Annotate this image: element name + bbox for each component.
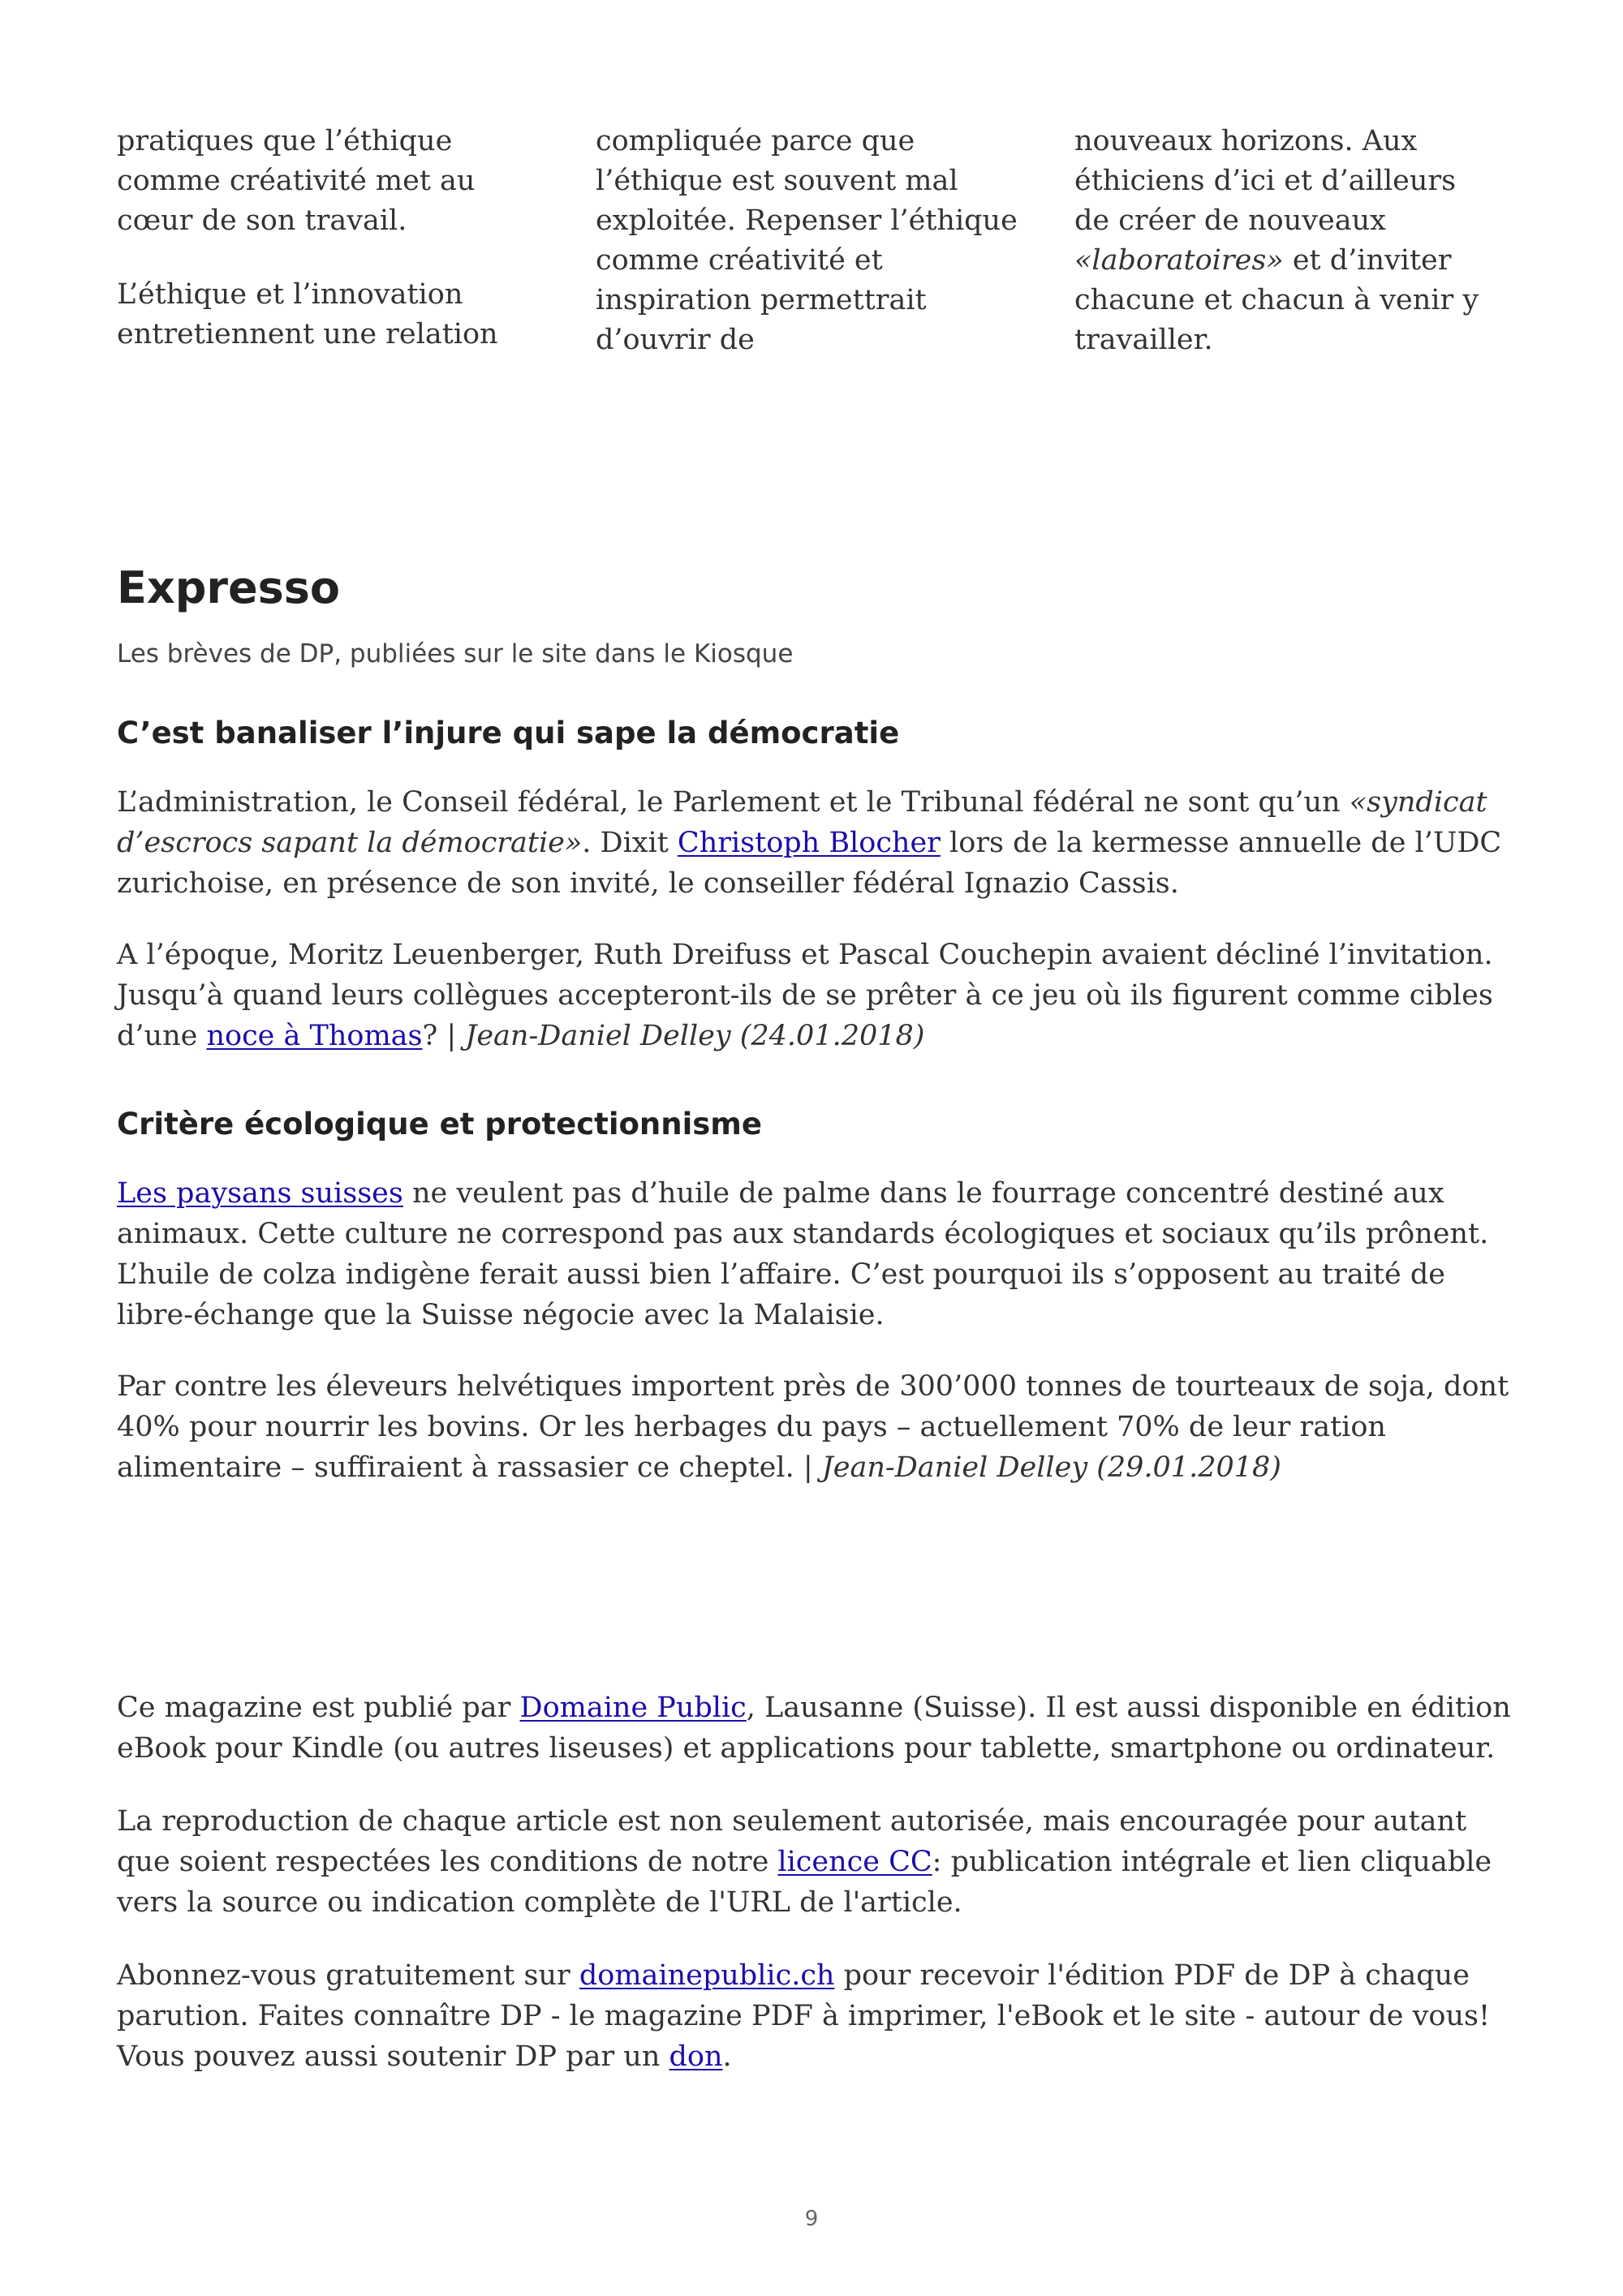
text-run: .	[722, 2040, 732, 2073]
brief-article-2	[117, 1105, 1513, 1519]
text-run: L’administration, le Conseil fédéral, le Parlement et le Tribunal fédéral ne sont qu’un	[117, 786, 1350, 819]
link-domainepublic-ch[interactable]: domainepublic.ch	[579, 1959, 835, 1992]
emphasis-text: «syndicat d’escrocs sapant la démocratie»	[117, 786, 1487, 859]
paragraph	[117, 1688, 1513, 1769]
link-licence-cc[interactable]: licence CC	[777, 1846, 932, 1878]
article-continuation-columns	[117, 122, 1513, 381]
page-number: 9	[804, 2207, 819, 2231]
paragraph	[117, 1173, 1513, 1335]
text-run: A l’époque, Moritz Leuenberger, Ruth Dreifuss et Pascal Couchepin avaient décliné l’invitation. Jusqu’à quand leurs collègues accepteront-ils de se prêter à ce jeu où ils figurent comme cibles d’une	[117, 939, 1493, 1052]
text-run: : publication intégrale et lien cliquable vers la source ou indication complète de l'URL de l'article.	[117, 1846, 1492, 1919]
paragraph: L’éthique et l’innovation entretiennent une relation	[117, 278, 498, 350]
paragraph	[117, 935, 1513, 1056]
author-date: Jean-Daniel Delley (29.01.2018)	[821, 1451, 1281, 1484]
paragraph	[117, 1366, 1513, 1488]
text-run: Ce magazine est publié par	[117, 1692, 520, 1724]
magazine-footer	[117, 1688, 1513, 2109]
text-run: La reproduction de chaque article est non seulement autorisée, mais encouragée pour autant que soient respectées les conditions de notre	[117, 1805, 1467, 1878]
text-run: lors de la kermesse annuelle de l’UDC zurichoise, en présence de son invité, le conseiller fédéral Ignazio Cassis.	[117, 827, 1502, 900]
section-title: Expresso	[117, 562, 341, 613]
text-run: Abonnez-vous gratuitement sur	[117, 1959, 579, 1992]
text-run: nouveaux horizons. Aux éthiciens d’ici et d’ailleurs de créer de nouveaux	[1074, 125, 1457, 237]
brief-title: C’est banaliser l’injure qui sape la démocratie	[117, 716, 900, 750]
link-noce-a-thomas[interactable]: noce à Thomas	[206, 1020, 423, 1052]
paragraph	[117, 1801, 1513, 1923]
paragraph	[117, 1955, 1513, 2077]
text-run: ? |	[422, 1020, 466, 1052]
text-run: et d’inviter chacune et chacun à venir y travailler.	[1074, 244, 1479, 356]
link-paysans-suisses[interactable]: Les paysans suisses	[117, 1177, 403, 1210]
text-column-2	[596, 122, 1018, 394]
emphasis-text: «laboratoires»	[1074, 244, 1284, 277]
link-don[interactable]: don	[669, 2040, 723, 2073]
author-date: Jean-Daniel Delley (24.01.2018)	[465, 1020, 925, 1052]
paragraph: pratiques que l’éthique comme créativité met au cœur de son travail.	[117, 125, 476, 237]
text-run: , Lausanne (Suisse). Il est aussi disponible en édition eBook pour Kindle (ou autres liseuses) et applications pour tablette, smartphone ou ordinateur.	[117, 1692, 1511, 1765]
text-run: . Dixit	[582, 827, 678, 859]
paragraph	[1074, 122, 1496, 360]
brief-article-1	[117, 714, 1513, 1087]
text-run: Par contre les éleveurs helvétiques importent près de 300’000 tonnes de tourteaux de soja, dont 40% pour nourrir les bovins. Or les herbages du pays – actuellement 70% de leur ration alimentaire – suffiraient à rassasier ce cheptel. |	[117, 1370, 1509, 1484]
text-run: ne veulent pas d’huile de palme dans le fourrage concentré destiné aux animaux. Cette culture ne correspond pas aux standards écologiques et sociaux qu’ils prônent. L’huile de colza indigène ferait aussi bien l’affaire. C’est pourquoi ils s’opposent au traité de libre-échange que la Suisse négocie avec la Malaisie.	[117, 1177, 1489, 1331]
link-domaine-public[interactable]: Domaine Public	[519, 1692, 747, 1724]
paragraph: compliquée parce que l’éthique est souvent mal exploitée. Repenser l’éthique comme créativité et inspiration permettrait d’ouvrir de	[596, 125, 1018, 356]
text-column-3	[1074, 122, 1496, 394]
brief-title: Critère écologique et protectionnisme	[117, 1107, 762, 1142]
paragraph	[117, 782, 1513, 904]
text-run: pour recevoir l'édition PDF de DP à chaque parution. Faites connaître DP - le magazine PDF à imprimer, l'eBook et le site - autour de vous! Vous pouvez aussi soutenir DP par un	[117, 1959, 1491, 2073]
section-subtitle: Les brèves de DP, publiées sur le site dans le Kiosque	[117, 639, 794, 669]
link-christoph-blocher[interactable]: Christoph Blocher	[677, 827, 941, 859]
text-column-1	[117, 122, 539, 389]
